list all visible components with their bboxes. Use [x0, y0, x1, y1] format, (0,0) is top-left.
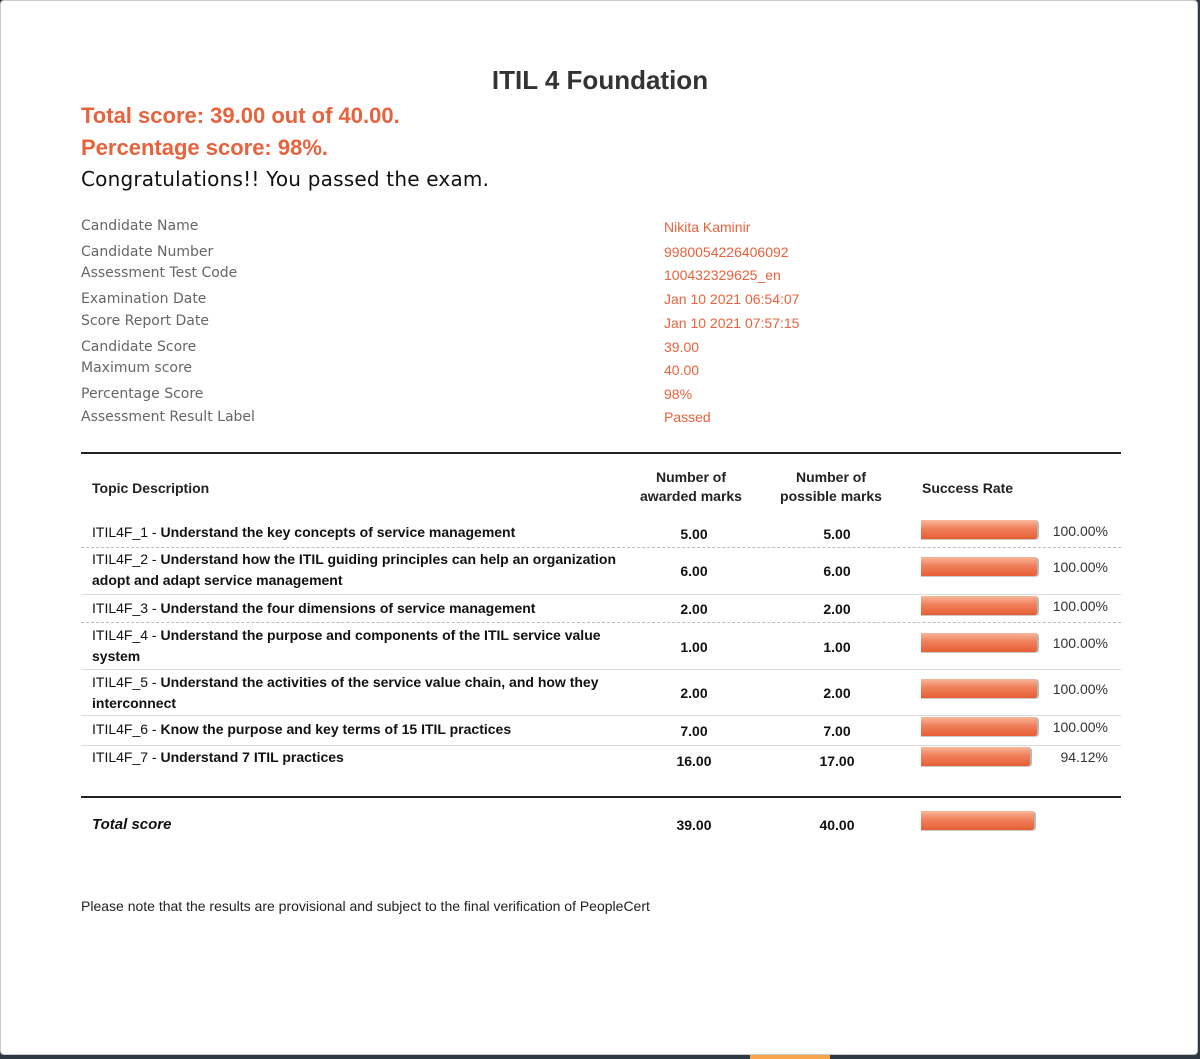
row-divider	[81, 594, 1121, 595]
awarded-marks: 7.00	[680, 723, 708, 739]
table-total-rule	[81, 796, 1121, 798]
detail-value-score-report-date: Jan 10 2021 07:57:15	[664, 315, 800, 331]
topic-description: ITIL4F_4 - Understand the purpose and components of the ITIL service value system	[92, 627, 601, 664]
row-divider	[81, 669, 1121, 670]
bottom-accent-strip	[750, 1055, 830, 1059]
topic-text: Understand the purpose and components of the ITIL service value system	[92, 627, 601, 664]
document-title: ITIL 4 Foundation	[491, 65, 709, 95]
success-bar-fill	[921, 679, 1039, 699]
topic-text: Understand the key concepts of service management	[160, 524, 516, 540]
possible-marks: 6.00	[823, 563, 851, 579]
header-possible-line2: possible marks	[780, 488, 882, 504]
success-bar	[921, 717, 1039, 737]
detail-label-result: Assessment Result Label	[81, 409, 255, 425]
detail-value-maximum-score: 40.00	[664, 362, 700, 378]
detail-label-candidate-score: Candidate Score	[81, 339, 197, 355]
detail-label-candidate-number: Candidate Number	[81, 244, 214, 260]
success-bar	[921, 520, 1039, 540]
total-score-line: Total score: 39.00 out of 40.00.	[81, 103, 400, 128]
header-possible-line1: Number of	[796, 469, 866, 485]
awarded-marks: 1.00	[680, 639, 708, 655]
topic-code: ITIL4F_1	[92, 524, 149, 540]
success-bar	[921, 747, 1039, 767]
success-bar-fill	[921, 717, 1039, 737]
header-awarded	[621, 468, 761, 506]
possible-marks: 17.00	[819, 753, 855, 769]
possible-marks: 2.00	[823, 601, 851, 617]
topic-text: Understand how the ITIL guiding principles can help an organization adopt and adapt service management	[92, 551, 617, 588]
detail-value-examination-date: Jan 10 2021 06:54:07	[664, 291, 800, 307]
awarded-marks: 2.00	[680, 601, 708, 617]
detail-value-result: Passed	[664, 409, 711, 425]
success-rate-value: 100.00%	[1052, 719, 1108, 735]
topic-description: ITIL4F_6 - Know the purpose and key terms of 15 ITIL practices	[92, 721, 512, 737]
success-rate-value: 94.12%	[1060, 749, 1108, 765]
success-bar	[921, 633, 1039, 653]
detail-value-candidate-score: 39.00	[664, 339, 700, 355]
success-bar-fill	[921, 557, 1039, 577]
topic-code: ITIL4F_4	[92, 627, 149, 643]
topic-code: ITIL4F_7	[92, 749, 149, 765]
topic-text: Understand the activities of the service value chain, and how they interconnect	[92, 674, 599, 711]
total-score-label: Total score	[92, 816, 172, 833]
topic-code: ITIL4F_6	[92, 721, 149, 737]
topic-text: Know the purpose and key terms of 15 ITIL practices	[160, 721, 512, 737]
header-awarded-line1: Number of	[656, 469, 726, 485]
detail-label-examination-date: Examination Date	[81, 291, 207, 307]
header-possible	[761, 468, 901, 506]
awarded-marks: 6.00	[680, 563, 708, 579]
success-rate-value: 100.00%	[1052, 559, 1108, 575]
header-topic: Topic Description	[92, 480, 210, 496]
possible-marks: 7.00	[823, 723, 851, 739]
table-top-rule	[81, 452, 1121, 454]
topic-description: ITIL4F_2 - Understand how the ITIL guiding principles can help an organization adopt and adapt service management	[92, 551, 617, 588]
success-rate-value: 100.00%	[1052, 681, 1108, 697]
total-awarded-marks: 39.00	[676, 817, 712, 833]
total-success-bar	[921, 811, 1039, 831]
success-bar-fill	[921, 633, 1039, 653]
success-rate-value: 100.00%	[1052, 635, 1108, 651]
success-bar-fill	[921, 747, 1032, 767]
row-divider	[81, 745, 1121, 746]
topic-description: ITIL4F_1 - Understand the key concepts of service management	[92, 524, 516, 540]
total-possible-marks: 40.00	[819, 817, 855, 833]
row-divider	[81, 547, 1121, 548]
success-bar-fill	[921, 520, 1039, 540]
detail-label-maximum-score: Maximum score	[81, 360, 193, 376]
congratulations-message: Congratulations!! You passed the exam.	[81, 167, 490, 191]
topic-text: Understand the four dimensions of service management	[160, 600, 536, 616]
success-bar-fill	[921, 596, 1039, 616]
percentage-score-line: Percentage score: 98%.	[81, 135, 329, 160]
row-divider	[81, 715, 1121, 716]
header-awarded-line2: awarded marks	[640, 488, 742, 504]
topic-description: ITIL4F_5 - Understand the activities of the service value chain, and how they interconnect	[92, 674, 599, 711]
topic-description: ITIL4F_7 - Understand 7 ITIL practices	[92, 749, 344, 765]
success-bar	[921, 557, 1039, 577]
detail-value-test-code: 100432329625_en	[664, 267, 781, 283]
row-divider	[81, 622, 1121, 623]
possible-marks: 5.00	[823, 526, 851, 542]
detail-label-candidate-name: Candidate Name	[81, 218, 199, 234]
success-bar	[921, 679, 1039, 699]
detail-value-percentage-score: 98%	[664, 386, 693, 402]
topic-code: ITIL4F_3	[92, 600, 149, 616]
topic-code: ITIL4F_5	[92, 674, 149, 690]
provisional-results-note: Please note that the results are provisional and subject to the final verification of PeopleCert	[81, 898, 650, 914]
total-success-bar-fill	[921, 811, 1036, 831]
success-rate-value: 100.00%	[1052, 523, 1108, 539]
detail-label-test-code: Assessment Test Code	[81, 265, 238, 281]
detail-value-candidate-number: 9980054226406092	[664, 244, 789, 260]
awarded-marks: 5.00	[680, 526, 708, 542]
topic-code: ITIL4F_2	[92, 551, 149, 567]
possible-marks: 1.00	[823, 639, 851, 655]
topic-text: Understand 7 ITIL practices	[160, 749, 344, 765]
possible-marks: 2.00	[823, 685, 851, 701]
detail-value-candidate-name: Nikita Kaminir	[664, 219, 751, 235]
detail-label-percentage-score: Percentage Score	[81, 386, 204, 402]
success-bar	[921, 596, 1039, 616]
awarded-marks: 2.00	[680, 685, 708, 701]
header-success-rate: Success Rate	[922, 480, 1014, 496]
success-rate-value: 100.00%	[1052, 598, 1108, 614]
topic-description: ITIL4F_3 - Understand the four dimensions of service management	[92, 600, 536, 616]
detail-label-score-report-date: Score Report Date	[81, 313, 209, 329]
awarded-marks: 16.00	[676, 753, 712, 769]
